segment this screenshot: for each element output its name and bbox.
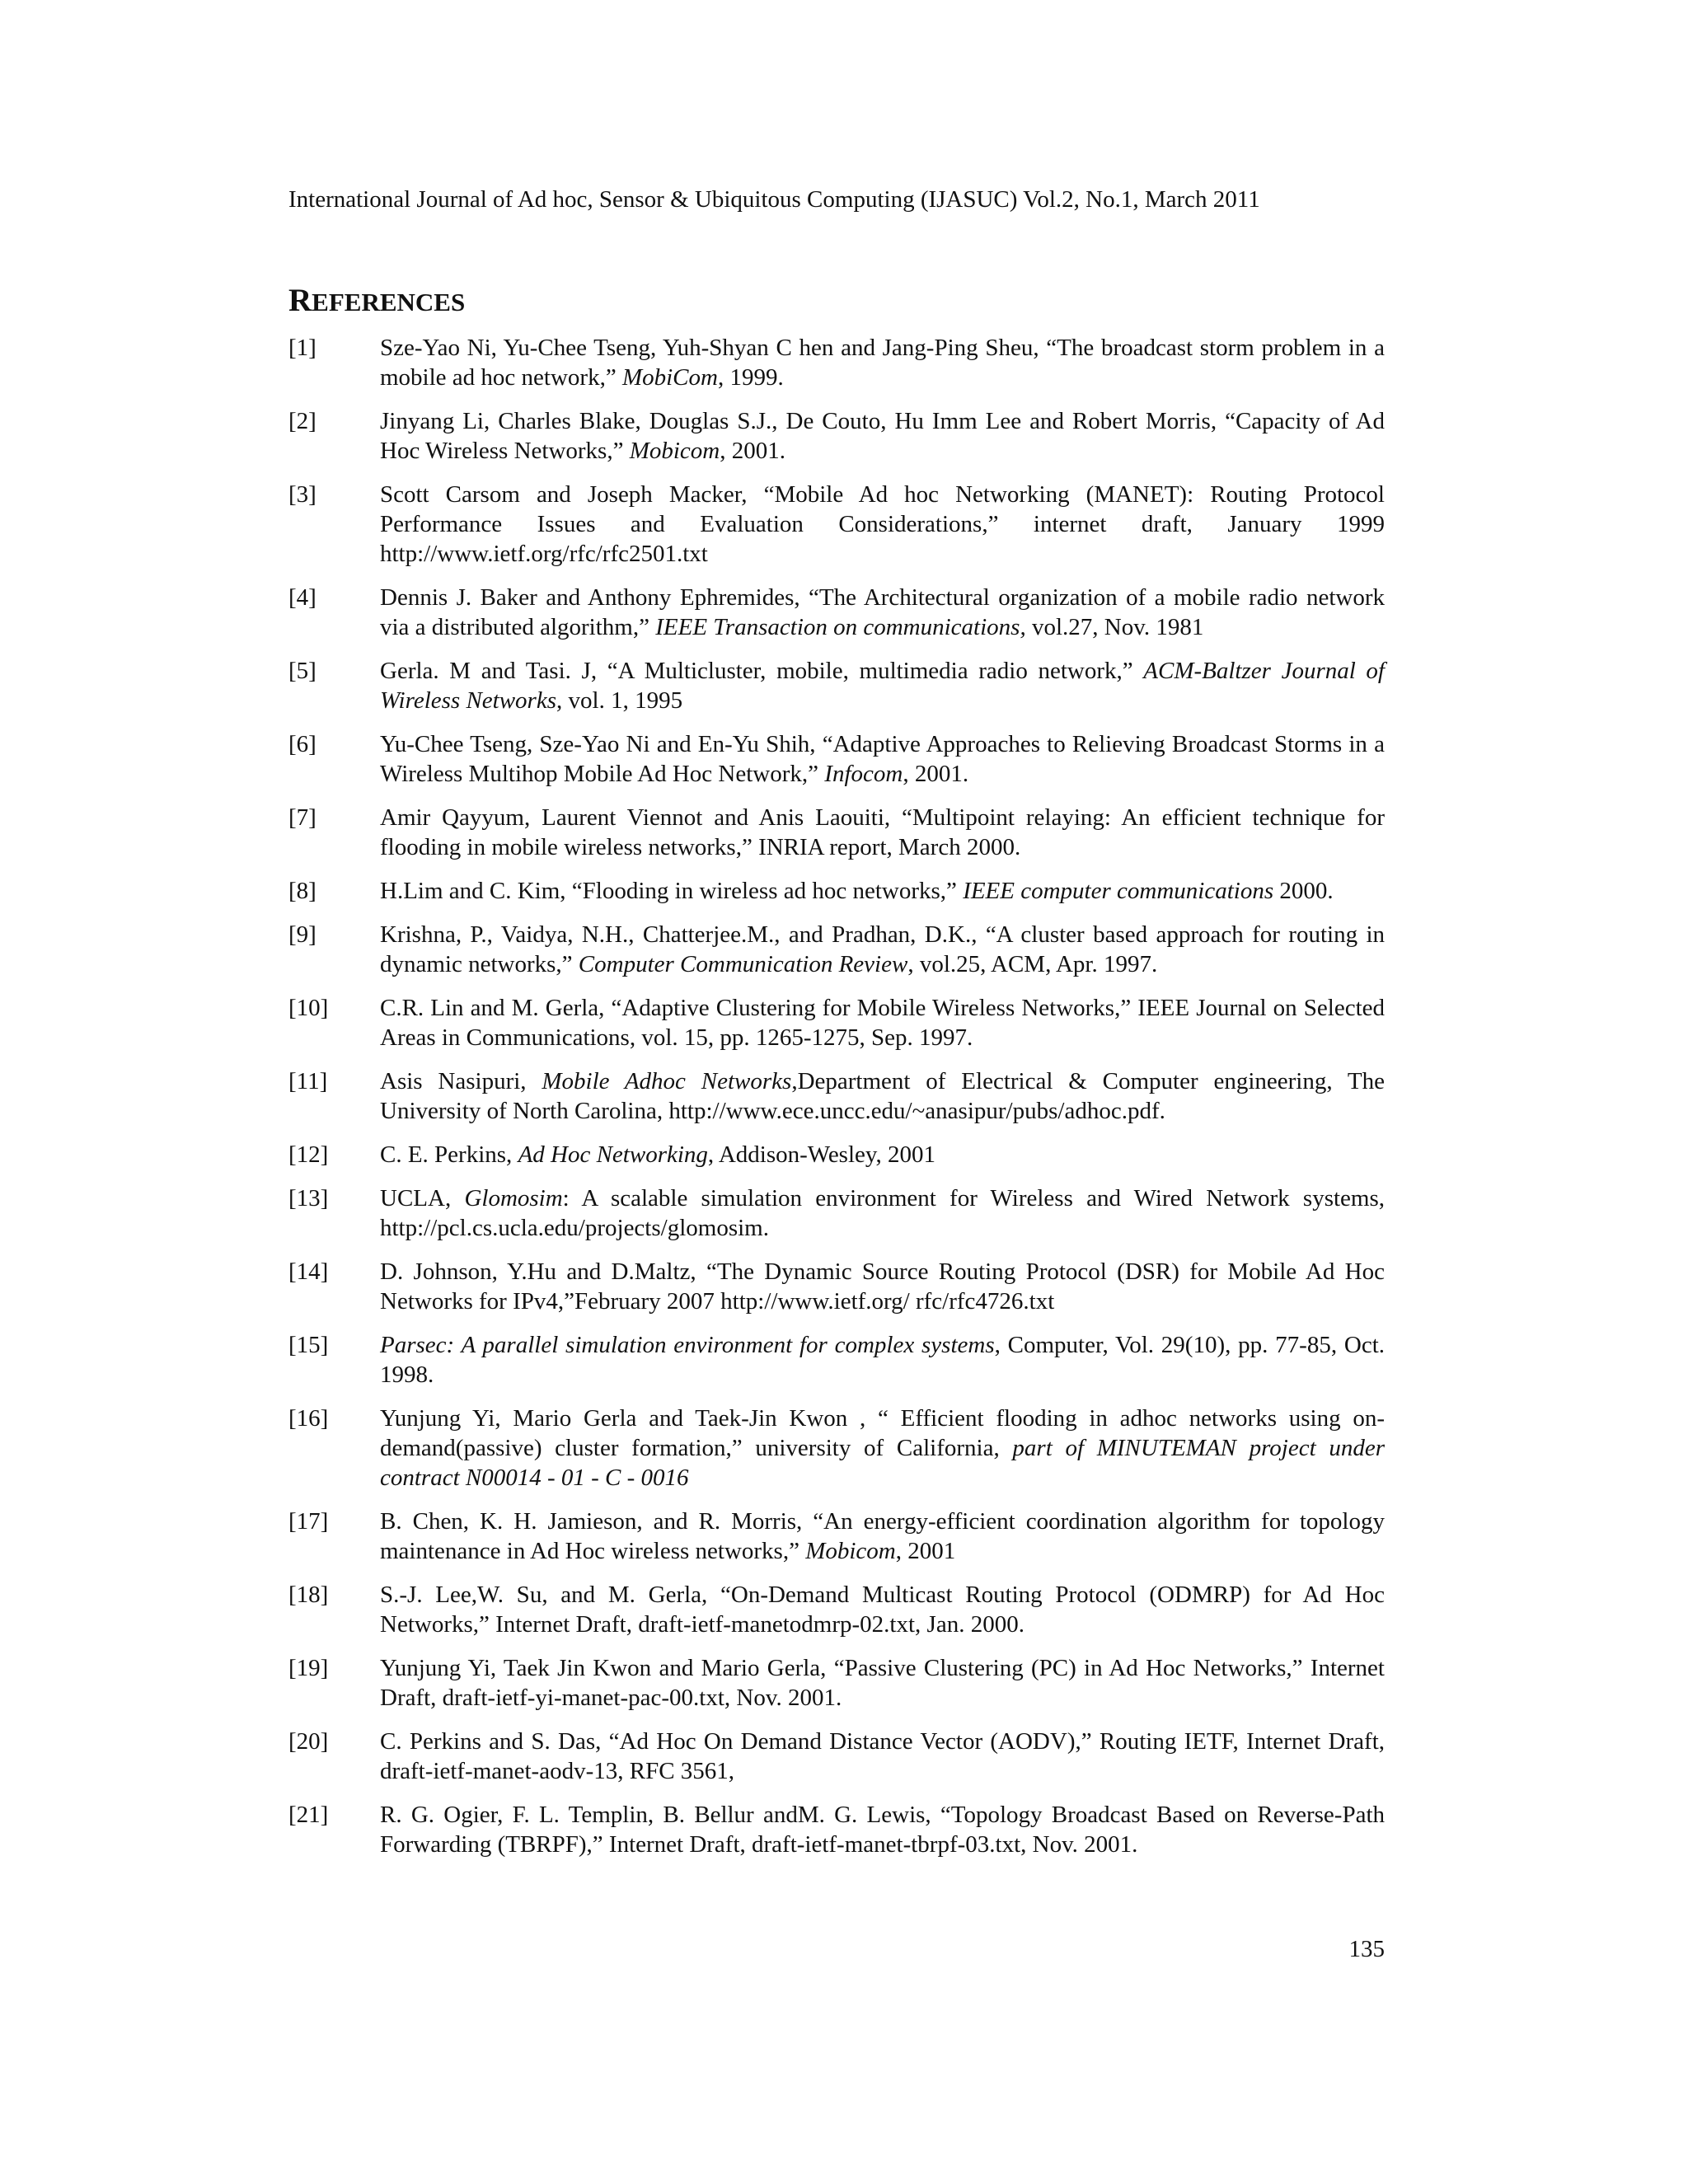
reference-text <box>380 656 1385 715</box>
reference-italic-segment: Mobicom <box>629 438 720 464</box>
reference-segment: Amir Qayyum, Laurent Viennot and Anis Laouiti, “Multipoint relaying: An efficient technique for flooding in mobile wireless networks,” INRIA report, March 2000. <box>380 804 1385 860</box>
reference-entry <box>288 920 1385 979</box>
reference-number: [21] <box>288 1802 329 1828</box>
reference-segment: Jinyang Li, Charles Blake, Douglas S.J., De Couto, Hu Imm Lee and Robert Morris, “Capacity of Ad Hoc Wireless Networks,” <box>380 408 1385 464</box>
reference-segment: C. Perkins and S. Das, “Ad Hoc On Demand Distance Vector (AODV),” Routing IETF, Internet Draft, draft-ietf-manet-aodv-13, RFC 3561, <box>380 1728 1385 1784</box>
reference-number: [20] <box>288 1728 329 1755</box>
reference-segment: Gerla. M and Tasi. J, “A Multicluster, mobile, multimedia radio network,” <box>380 658 1144 684</box>
reference-number: [3] <box>288 481 316 508</box>
reference-entry <box>288 1727 1385 1786</box>
reference-entry <box>288 1140 1385 1169</box>
reference-entry <box>288 993 1385 1052</box>
reference-text <box>380 1404 1385 1493</box>
reference-italic-segment: Computer Communication Review <box>578 951 908 977</box>
reference-segment: Yu-Chee Tseng, Sze-Yao Ni and En-Yu Shih, “Adaptive Approaches to Relieving Broadcast Storms in a Wireless Multihop Mobile Ad Hoc Network,” <box>380 731 1385 787</box>
reference-text <box>380 876 1385 906</box>
reference-italic-segment: Glomosim <box>464 1185 563 1212</box>
reference-segment: , 2001 <box>895 1538 956 1564</box>
reference-text <box>380 1140 1385 1169</box>
reference-segment: , vol. 1, 1995 <box>556 687 683 714</box>
reference-segment: Asis Nasipuri, <box>380 1068 542 1094</box>
reference-number: [18] <box>288 1582 329 1608</box>
reference-text <box>380 1066 1385 1126</box>
reference-number: [1] <box>288 335 316 361</box>
reference-number: [10] <box>288 995 329 1021</box>
reference-segment: Dennis J. Baker and Anthony Ephremides, “The Architectural organization of a mobile radio network via a distributed algorithm,” <box>380 584 1385 640</box>
reference-entry <box>288 1800 1385 1859</box>
reference-number: [8] <box>288 878 316 904</box>
page-number: 135 <box>1348 1936 1385 1962</box>
reference-number: [16] <box>288 1405 329 1432</box>
reference-entry <box>288 729 1385 789</box>
reference-entry <box>288 406 1385 466</box>
reference-segment: C. E. Perkins, <box>380 1141 518 1168</box>
reference-number: [5] <box>288 658 316 684</box>
reference-segment: R. G. Ogier, F. L. Templin, B. Bellur andM. G. Lewis, “Topology Broadcast Based on Reverse-Path Forwarding (TBRPF),” Internet Draft, draft-ietf-manet-tbrpf-03.txt, Nov. 2001. <box>380 1802 1385 1858</box>
reference-number: [14] <box>288 1258 329 1285</box>
reference-number: [17] <box>288 1508 329 1535</box>
reference-italic-segment: Parsec: A parallel simulation environment for complex systems <box>380 1332 995 1358</box>
reference-list <box>288 333 1385 1873</box>
reference-text <box>380 1257 1385 1316</box>
reference-italic-segment: MobiCom <box>621 364 718 391</box>
reference-text <box>380 993 1385 1052</box>
reference-text <box>380 333 1385 392</box>
running-header: International Journal of Ad hoc, Sensor & Ubiquitous Computing (IJASUC) Vol.2, No.1, March 2011 <box>288 186 1260 213</box>
reference-segment: Scott Carsom and Joseph Macker, “Mobile Ad hoc Networking (MANET): Routing Protocol Performance Issues and Evaluation Considerations,” internet draft, January 1999 http://www.ietf.org/rfc/rfc2501.txt <box>380 481 1385 567</box>
reference-segment: H.Lim and C. Kim, “Flooding in wireless ad hoc networks,” <box>380 878 964 904</box>
reference-entry <box>288 1580 1385 1639</box>
reference-entry <box>288 803 1385 862</box>
reference-number: [11] <box>288 1068 328 1094</box>
reference-segment: S.-J. Lee,W. Su, and M. Gerla, “On-Demand Multicast Routing Protocol (ODMRP) for Ad Hoc Networks,” Internet Draft, draft-ietf-manetodmrp-02.txt, Jan. 2000. <box>380 1582 1385 1638</box>
reference-italic-segment: Mobicom <box>805 1538 896 1564</box>
reference-number: [15] <box>288 1332 329 1358</box>
reference-number: [13] <box>288 1185 329 1212</box>
reference-italic-segment: IEEE computer communications <box>963 878 1274 904</box>
reference-entry <box>288 1183 1385 1243</box>
reference-segment: D. Johnson, Y.Hu and D.Maltz, “The Dynamic Source Routing Protocol (DSR) for Mobile Ad Hoc Networks for IPv4,”February 2007 http://www.ietf.org/ rfc/rfc4726.txt <box>380 1258 1385 1315</box>
reference-text <box>380 1507 1385 1566</box>
reference-number: [6] <box>288 731 316 757</box>
reference-italic-segment: ACM-Baltzer Journal of Wireless Networks <box>380 658 1385 714</box>
reference-entry <box>288 583 1385 642</box>
reference-segment: , 2001. <box>720 438 785 464</box>
section-title-initial: R <box>288 283 312 318</box>
reference-text <box>380 920 1385 979</box>
reference-italic-segment: Ad Hoc Networking <box>518 1141 708 1168</box>
reference-segment: ,Department of Electrical & Computer engineering, The University of North Carolina, http://www.ece.uncc.edu/~anasipur/pubs/adhoc.pdf. <box>380 1068 1385 1124</box>
reference-italic-segment: part of MINUTEMAN project under contract N00014 - 01 - C - 0016 <box>380 1435 1385 1491</box>
reference-segment: vol.27, Nov. 1981 <box>1025 614 1204 640</box>
reference-text <box>380 1183 1385 1243</box>
reference-italic-segment: Mobile Adhoc Networks <box>542 1068 792 1094</box>
reference-entry <box>288 1404 1385 1493</box>
reference-text <box>380 1653 1385 1713</box>
reference-text <box>380 1800 1385 1859</box>
section-title <box>288 280 465 323</box>
reference-segment: Sze-Yao Ni, Yu-Chee Tseng, Yuh-Shyan C hen and Jang-Ping Sheu, “The broadcast storm problem in a mobile ad hoc network,” <box>380 335 1385 391</box>
reference-entry <box>288 1257 1385 1316</box>
reference-text <box>380 583 1385 642</box>
reference-entry <box>288 656 1385 715</box>
reference-entry <box>288 1507 1385 1566</box>
reference-entry <box>288 1653 1385 1713</box>
reference-segment: 2000. <box>1273 878 1334 904</box>
reference-text <box>380 1330 1385 1390</box>
reference-segment: Krishna, P., Vaidya, N.H., Chatterjee.M., and Pradhan, D.K., “A cluster based approach for routing in dynamic networks,” <box>380 921 1385 977</box>
reference-text <box>380 1580 1385 1639</box>
reference-segment: Yunjung Yi, Taek Jin Kwon and Mario Gerla, “Passive Clustering (PC) in Ad Hoc Networks,” Internet Draft, draft-ietf-yi-manet-pac-00.txt, Nov. 2001. <box>380 1655 1385 1711</box>
reference-text <box>380 1727 1385 1786</box>
reference-entry <box>288 480 1385 569</box>
reference-entry <box>288 1066 1385 1126</box>
reference-segment: , Addison-Wesley, 2001 <box>707 1141 936 1168</box>
reference-italic-segment: Infocom <box>824 761 903 787</box>
reference-segment: Yunjung Yi, Mario Gerla and Taek-Jin Kwon , “ Efficient flooding in adhoc networks using on-demand(passive) cluster formation,” university of California, <box>380 1405 1385 1461</box>
reference-number: [2] <box>288 408 316 434</box>
reference-segment: B. Chen, K. H. Jamieson, and R. Morris, “An energy-efficient coordination algorithm for topology maintenance in Ad Hoc wireless networks,” <box>380 1508 1385 1564</box>
reference-entry <box>288 333 1385 392</box>
section-title-rest: EFERENCES <box>312 288 466 316</box>
reference-segment: , 1999. <box>717 364 784 391</box>
reference-segment: C.R. Lin and M. Gerla, “Adaptive Clustering for Mobile Wireless Networks,” IEEE Journal on Selected Areas in Communications, vol. 15, pp. 1265-1275, Sep. 1997. <box>380 995 1385 1051</box>
reference-italic-segment: IEEE Transaction on communications, <box>655 614 1026 640</box>
reference-segment: , vol.25, ACM, Apr. 1997. <box>907 951 1158 977</box>
reference-number: [12] <box>288 1141 329 1168</box>
reference-segment: UCLA, <box>380 1185 465 1212</box>
reference-entry <box>288 1330 1385 1390</box>
reference-number: [19] <box>288 1655 329 1681</box>
reference-text <box>380 480 1385 569</box>
reference-entry <box>288 876 1385 906</box>
reference-text <box>380 729 1385 789</box>
reference-text <box>380 406 1385 466</box>
reference-segment: , 2001. <box>903 761 969 787</box>
reference-number: [9] <box>288 921 316 948</box>
reference-segment: , Computer, Vol. 29(10), pp. 77-85, Oct. 1998. <box>380 1332 1386 1388</box>
reference-number: [4] <box>288 584 316 611</box>
reference-segment: : A scalable simulation environment for Wireless and Wired Network systems, http://pcl.cs.ucla.edu/projects/glomosim. <box>380 1185 1385 1241</box>
reference-number: [7] <box>288 804 316 831</box>
reference-text <box>380 803 1385 862</box>
